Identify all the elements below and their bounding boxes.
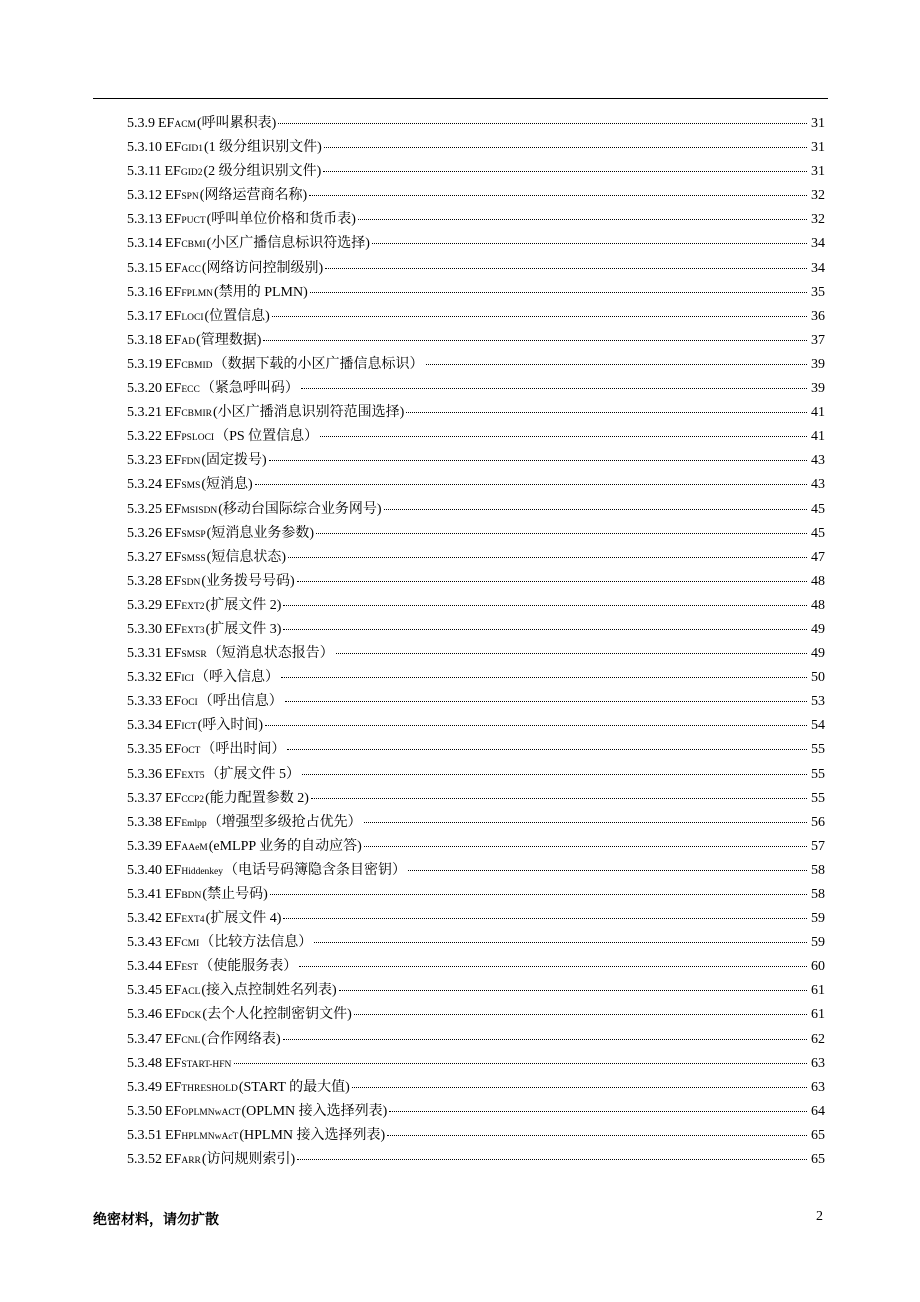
entry-title: (访问规则索引) [201, 1152, 296, 1168]
entry-ef: EF [164, 164, 181, 180]
entry-title: (扩展文件 3) [205, 621, 282, 637]
dot-leader [314, 942, 807, 943]
entry-ef: EF [165, 453, 182, 469]
toc-entry[interactable]: 5.3.43 EF CMI （比较方法信息） 59 [127, 933, 825, 957]
entry-number: 5.3.32 [127, 670, 162, 686]
dot-leader [265, 725, 807, 726]
entry-number: 5.3.39 [127, 838, 162, 854]
entry-ef: EF [165, 814, 182, 830]
entry-title: （PS 位置信息） [215, 429, 319, 445]
entry-page-number: 49 [811, 621, 825, 637]
entry-page-number: 47 [811, 549, 825, 565]
dot-leader [364, 822, 807, 823]
entry-page-number: 61 [811, 1007, 825, 1023]
dot-leader [297, 1159, 807, 1160]
entry-ef: EF [165, 694, 182, 710]
entry-page-number: 36 [811, 308, 825, 324]
dot-leader [263, 340, 807, 341]
entry-title: (短消息业务参数) [206, 525, 314, 541]
entry-page-number: 31 [811, 140, 825, 156]
toc-entry[interactable]: 5.3.11 EF GID2 (2 级分组识别文件) 31 [127, 162, 825, 186]
entry-number: 5.3.24 [127, 477, 162, 493]
dot-leader [287, 749, 807, 750]
entry-title: (1 级分组识别文件) [203, 140, 322, 156]
entry-ef: EF [165, 742, 182, 758]
entry-number: 5.3.49 [127, 1079, 162, 1095]
toc-entry[interactable]: 5.3.45 EF ACL (接入点控制姓名列表) 61 [127, 981, 825, 1005]
entry-page-number: 32 [811, 212, 825, 228]
entry-title: (合作网络表) [201, 1031, 281, 1047]
entry-title: (小区广播信息标识符选择) [206, 236, 370, 252]
toc-entry[interactable]: 5.3.13 EF PUCT (呼叫单位价格和货币表) 32 [127, 210, 825, 234]
toc-entry[interactable]: 5.3.37 EF CCP2 (能力配置参数 2) 55 [127, 789, 825, 813]
entry-page-number: 64 [811, 1103, 825, 1119]
entry-page-number: 31 [811, 164, 825, 180]
entry-ef: EF [165, 959, 182, 975]
entry-title: （使能服务表） [199, 959, 298, 975]
toc-entry[interactable]: 5.3.17 EF LOCI (位置信息) 36 [127, 307, 825, 331]
entry-ef: EF [165, 573, 182, 589]
toc-entry[interactable]: 5.3.10 EF GID1 (1 级分组识别文件) 31 [127, 138, 825, 162]
entry-ef: EF [165, 429, 182, 445]
entry-page-number: 50 [811, 670, 825, 686]
dot-leader [272, 316, 807, 317]
toc-entry[interactable]: 5.3.30 EF EXT3 (扩展文件 3) 49 [127, 620, 825, 644]
entry-page-number: 55 [811, 766, 825, 782]
entry-ef: EF [165, 621, 182, 637]
entry-title: (短消息) [201, 477, 253, 493]
entry-ef: EF [165, 646, 182, 662]
entry-number: 5.3.47 [127, 1031, 162, 1047]
entry-number: 5.3.16 [127, 284, 162, 300]
toc-entry[interactable]: 5.3.20 EF ECC （紧急呼叫码） 39 [127, 379, 825, 403]
toc-entry[interactable]: 5.3.46 EF DCK (去个人化控制密钥文件) 61 [127, 1005, 825, 1029]
entry-number: 5.3.12 [127, 188, 162, 204]
entry-ef: EF [165, 332, 182, 348]
entry-title: （呼出信息） [198, 694, 283, 710]
entry-ef: EF [165, 405, 182, 421]
toc-entry[interactable]: 5.3.41 EF BDN (禁止号码) 58 [127, 885, 825, 909]
entry-title: (OPLMN 接入选择列表) [241, 1103, 388, 1119]
entry-ef: EF [165, 1031, 182, 1047]
entry-ef: EF [165, 911, 182, 927]
entry-ef: EF [165, 935, 182, 951]
dot-leader [324, 147, 807, 148]
entry-title: (START 的最大值) [238, 1079, 350, 1095]
dot-leader [301, 388, 807, 389]
toc-entry[interactable]: 5.3.21 EF CBMIR (小区广播消息识别符范围选择) 41 [127, 403, 825, 427]
dot-leader [288, 557, 807, 558]
entry-page-number: 61 [811, 983, 825, 999]
entry-ef: EF [165, 549, 182, 565]
entry-title: (移动台国际综合业务网号) [218, 501, 382, 517]
entry-page-number: 48 [811, 573, 825, 589]
dot-leader [270, 894, 807, 895]
toc-entry[interactable]: 5.3.34 EF ICT (呼入时间) 54 [127, 716, 825, 740]
confidentiality-note: 绝密材料，请勿扩散 [93, 1212, 219, 1228]
entry-number: 5.3.37 [127, 790, 162, 806]
entry-title: (禁用的 PLMN) [214, 284, 308, 300]
toc-entry[interactable]: 5.3.18 EF AD (管理数据) 37 [127, 331, 825, 355]
dot-leader [309, 195, 807, 196]
entry-title: (能力配置参数 2) [205, 790, 309, 806]
dot-leader [311, 798, 807, 799]
entry-title: （电话号码簿隐含条目密钥） [224, 862, 407, 878]
toc-entry[interactable]: 5.3.39 EF AAeM (eMLPP 业务的自动应答) 57 [127, 837, 825, 861]
entry-number: 5.3.33 [127, 694, 162, 710]
entry-page-number: 55 [811, 790, 825, 806]
entry-page-number: 53 [811, 694, 825, 710]
toc-entry[interactable]: 5.3.38 EF Emlpp （增强型多级抢占优先） 56 [127, 813, 825, 837]
entry-title: （数据下载的小区广播信息标识） [213, 356, 424, 372]
dot-leader [297, 581, 807, 582]
entry-page-number: 31 [811, 116, 825, 131]
toc-entry[interactable]: 5.3.25 EF MSISDN (移动台国际综合业务网号) 45 [127, 500, 825, 524]
toc-entry[interactable]: 5.3.16 EF FPLMN (禁用的 PLMN) 35 [127, 283, 825, 307]
entry-number: 5.3.26 [127, 525, 162, 541]
dot-leader [336, 653, 807, 654]
dot-leader [352, 1087, 807, 1088]
entry-page-number: 55 [811, 742, 825, 758]
entry-ef: EF [165, 1055, 182, 1071]
dot-leader [281, 677, 807, 678]
header-rule [93, 98, 828, 99]
entry-page-number: 62 [811, 1031, 825, 1047]
entry-page-number: 54 [811, 718, 825, 734]
toc-entry[interactable]: 5.3.26 EF SMSP (短消息业务参数) 45 [127, 524, 825, 548]
entry-page-number: 41 [811, 405, 825, 421]
entry-page-number: 39 [811, 356, 825, 372]
entry-ef: EF [158, 116, 175, 131]
entry-number: 5.3.13 [127, 212, 162, 228]
entry-number: 5.3.15 [127, 260, 162, 276]
entry-page-number: 37 [811, 332, 825, 348]
toc-entry[interactable]: 5.3.9 EF ACM (呼叫累积表) 31 [127, 114, 825, 138]
toc-entry[interactable]: 5.3.15 EF ACC (网络访问控制级别) 34 [127, 259, 825, 283]
dot-leader [387, 1135, 807, 1136]
dot-leader [283, 918, 807, 919]
entry-page-number: 34 [811, 236, 825, 252]
dot-leader [325, 268, 807, 269]
dot-leader [320, 436, 807, 437]
toc-entry[interactable]: 5.3.51 EF HPLMNwAcT (HPLMN 接入选择列表) 65 [127, 1126, 825, 1150]
entry-number: 5.3.19 [127, 356, 162, 372]
entry-page-number: 48 [811, 597, 825, 613]
dot-leader [408, 870, 807, 871]
toc-entry[interactable]: 5.3.29 EF EXT2 (扩展文件 2) 48 [127, 596, 825, 620]
dot-leader [283, 1039, 807, 1040]
dot-leader [302, 774, 807, 775]
toc-entry[interactable]: 5.3.23 EF FDN (固定拨号) 43 [127, 451, 825, 475]
entry-title: (扩展文件 4) [205, 911, 282, 927]
toc-entry[interactable]: 5.3.50 EF OPLMNwACT (OPLMN 接入选择列表) 64 [127, 1102, 825, 1126]
entry-title: （呼出时间） [201, 742, 286, 758]
entry-title: (扩展文件 2) [205, 597, 282, 613]
entry-title: （增强型多级抢占优先） [207, 814, 362, 830]
entry-title: (管理数据) [196, 332, 262, 348]
entry-page-number: 65 [811, 1152, 825, 1168]
entry-number: 5.3.31 [127, 646, 162, 662]
entry-page-number: 35 [811, 284, 825, 300]
entry-ef: EF [165, 356, 182, 372]
entry-title: (禁止号码) [202, 887, 268, 902]
entry-ef: EF [165, 212, 182, 228]
toc-entry[interactable]: 5.3.32 EF ICI （呼入信息） 50 [127, 668, 825, 692]
entry-number: 5.3.30 [127, 621, 162, 637]
entry-ef: EF [165, 501, 182, 517]
entry-ef: EF [165, 236, 182, 252]
entry-page-number: 43 [811, 453, 825, 469]
entry-number: 5.3.9 [127, 116, 155, 131]
entry-number: 5.3.18 [127, 332, 162, 348]
entry-title: (接入点控制姓名列表) [201, 983, 337, 999]
entry-ef: EF [165, 1127, 182, 1143]
entry-number: 5.3.34 [127, 718, 162, 734]
dot-leader [384, 509, 807, 510]
entry-page-number: 60 [811, 959, 825, 975]
entry-number: 5.3.43 [127, 935, 162, 951]
entry-ef: EF [165, 188, 182, 204]
entry-number: 5.3.36 [127, 766, 162, 782]
entry-number: 5.3.27 [127, 549, 162, 565]
entry-title: (2 级分组识别文件) [203, 164, 322, 180]
entry-number: 5.3.17 [127, 308, 162, 324]
entry-page-number: 43 [811, 477, 825, 493]
toc-entry[interactable]: 5.3.19 EF CBMID （数据下载的小区广播信息标识） 39 [127, 355, 825, 379]
dot-leader [389, 1111, 807, 1112]
table-of-contents [127, 114, 825, 1174]
entry-title: (小区广播消息识别符范围选择) [212, 405, 405, 421]
entry-title: (固定拨号) [201, 453, 267, 469]
entry-page-number: 58 [811, 862, 825, 878]
toc-entry[interactable]: 5.3.42 EF EXT4 (扩展文件 4) 59 [127, 909, 825, 933]
entry-title: (呼入时间) [197, 718, 263, 734]
toc-entry[interactable]: 5.3.40 EF Hiddenkey （电话号码簿隐含条目密钥） 58 [127, 861, 825, 885]
entry-page-number: 34 [811, 260, 825, 276]
entry-number: 5.3.28 [127, 573, 162, 589]
entry-number: 5.3.40 [127, 862, 162, 878]
toc-entry[interactable]: 5.3.12 EF SPN (网络运营商名称) 32 [127, 186, 825, 210]
dot-leader [283, 629, 807, 630]
entry-ef: EF [165, 260, 182, 276]
entry-ef: EF [165, 766, 182, 782]
entry-ef: EF [165, 381, 182, 397]
toc-entry[interactable]: 5.3.33 EF OCI （呼出信息） 53 [127, 692, 825, 716]
toc-entry[interactable]: 5.3.24 EF SMS (短消息) 43 [127, 475, 825, 499]
entry-number: 5.3.23 [127, 453, 162, 469]
toc-entry[interactable]: 5.3.36 EF EXT5 （扩展文件 5） 55 [127, 765, 825, 789]
dot-leader [283, 605, 807, 606]
entry-ef: EF [165, 670, 182, 686]
entry-page-number: 32 [811, 188, 825, 204]
entry-ef: EF [165, 983, 182, 999]
toc-entry[interactable]: 5.3.27 EF SMSS (短信息状态) 47 [127, 548, 825, 572]
entry-page-number: 45 [811, 525, 825, 541]
dot-leader [310, 292, 807, 293]
entry-number: 5.3.29 [127, 597, 162, 613]
entry-number: 5.3.52 [127, 1152, 162, 1168]
entry-page-number: 58 [811, 887, 825, 902]
entry-title: (位置信息) [204, 308, 270, 324]
entry-ef: EF [165, 790, 182, 806]
entry-page-number: 41 [811, 429, 825, 445]
dot-leader [372, 243, 807, 244]
entry-ef: EF [165, 308, 182, 324]
entry-page-number: 57 [811, 838, 825, 854]
entry-title: (短信息状态) [206, 549, 286, 565]
entry-title: (网络访问控制级别) [201, 260, 324, 276]
toc-entry[interactable]: 5.3.14 EF CBMI (小区广播信息标识符选择) 34 [127, 234, 825, 258]
entry-number: 5.3.25 [127, 501, 162, 517]
entry-page-number: 39 [811, 381, 825, 397]
entry-ef: EF [165, 477, 182, 493]
entry-page-number: 49 [811, 646, 825, 662]
entry-number: 5.3.48 [127, 1055, 162, 1071]
entry-title: (呼叫单位价格和货币表) [206, 212, 356, 228]
entry-title: （短消息状态报告） [207, 646, 334, 662]
dot-leader [354, 1014, 807, 1015]
entry-number: 5.3.51 [127, 1127, 162, 1143]
dot-leader [358, 219, 807, 220]
entry-page-number: 56 [811, 814, 825, 830]
entry-page-number: 65 [811, 1127, 825, 1143]
entry-number: 5.3.46 [127, 1007, 162, 1023]
entry-title: （紧急呼叫码） [200, 381, 299, 397]
entry-title: (eMLPP 业务的自动应答) [208, 838, 362, 854]
entry-title: （呼入信息） [195, 670, 280, 686]
dot-leader [406, 412, 807, 413]
entry-number: 5.3.21 [127, 405, 162, 421]
entry-number: 5.3.44 [127, 959, 162, 975]
toc-entry[interactable]: 5.3.47 EF CNL (合作网络表) 62 [127, 1030, 825, 1054]
toc-entry[interactable]: 5.3.31 EF SMSR （短消息状态报告） 49 [127, 644, 825, 668]
dot-leader [323, 171, 807, 172]
toc-entry[interactable]: 5.3.35 EF OCT （呼出时间） 55 [127, 740, 825, 764]
entry-page-number: 59 [811, 911, 825, 927]
entry-ef: EF [165, 862, 182, 878]
entry-number: 5.3.38 [127, 814, 162, 830]
dot-leader [299, 966, 807, 967]
dot-leader [364, 846, 807, 847]
page-number: 2 [816, 1209, 823, 1224]
entry-title: (网络运营商名称) [199, 188, 308, 204]
toc-entry[interactable]: 5.3.44 EF EST （使能服务表） 60 [127, 957, 825, 981]
entry-ef: EF [165, 1007, 182, 1023]
dot-leader [255, 484, 807, 485]
dot-leader [269, 460, 807, 461]
dot-leader [234, 1063, 807, 1064]
entry-number: 5.3.22 [127, 429, 162, 445]
entry-number: 5.3.20 [127, 381, 162, 397]
entry-title: (去个人化控制密钥文件) [202, 1007, 352, 1023]
entry-title: （扩展文件 5） [205, 766, 301, 782]
entry-ef: EF [165, 887, 182, 902]
entry-number: 5.3.42 [127, 911, 162, 927]
toc-entry[interactable]: 5.3.48 EF START-HFN 63 [127, 1054, 825, 1078]
entry-ef: EF [165, 838, 182, 854]
entry-number: 5.3.11 [127, 164, 162, 180]
entry-page-number: 45 [811, 501, 825, 517]
entry-ef: EF [165, 1152, 182, 1168]
dot-leader [426, 364, 808, 365]
entry-ef: EF [165, 284, 182, 300]
dot-leader [278, 123, 807, 124]
entry-number: 5.3.10 [127, 140, 162, 156]
entry-number: 5.3.50 [127, 1103, 162, 1119]
entry-page-number: 63 [811, 1079, 825, 1095]
dot-leader [316, 533, 807, 534]
toc-entry[interactable]: 5.3.28 EF SDN (业务拨号号码) 48 [127, 572, 825, 596]
entry-ef: EF [165, 1079, 182, 1095]
entry-ef: EF [165, 597, 182, 613]
entry-number: 5.3.45 [127, 983, 162, 999]
entry-number: 5.3.35 [127, 742, 162, 758]
dot-leader [339, 990, 807, 991]
entry-page-number: 59 [811, 935, 825, 951]
entry-ef: EF [165, 1103, 182, 1119]
entry-number: 5.3.41 [127, 887, 162, 902]
entry-title: (呼叫累积表) [197, 116, 277, 131]
entry-title: (HPLMN 接入选择列表) [239, 1127, 386, 1143]
entry-ef: EF [165, 525, 182, 541]
entry-ef: EF [165, 718, 182, 734]
entry-number: 5.3.14 [127, 236, 162, 252]
toc-entry[interactable]: 5.3.49 EF THRESHOLD (START 的最大值) 63 [127, 1078, 825, 1102]
entry-page-number: 63 [811, 1055, 825, 1071]
entry-ef: EF [165, 140, 182, 156]
toc-entry[interactable]: 5.3.22 EF PSLOCI （PS 位置信息） 41 [127, 427, 825, 451]
dot-leader [285, 701, 807, 702]
toc-entry[interactable]: 5.3.52 EF ARR (访问规则索引) 65 [127, 1150, 825, 1174]
entry-title: （比较方法信息） [200, 935, 313, 951]
entry-title: (业务拨号号码) [201, 573, 295, 589]
